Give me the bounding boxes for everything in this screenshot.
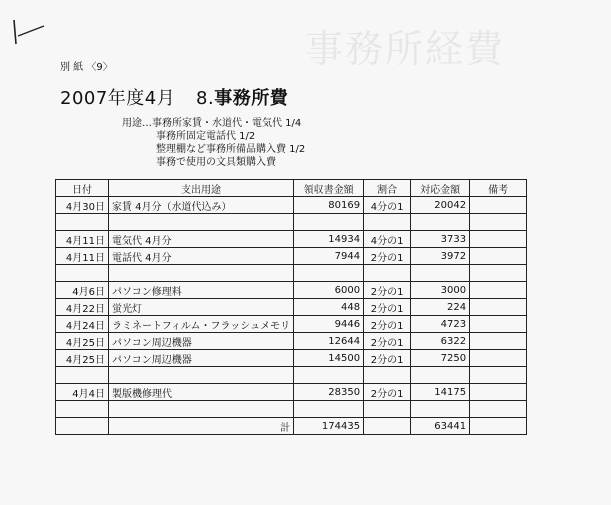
cell-purpose: ラミネートフィルム・フラッシュメモリ xyxy=(109,316,294,333)
cell-value: 224 xyxy=(411,299,470,316)
table-row xyxy=(56,367,527,384)
cell-ratio: 2分の1 xyxy=(364,333,411,350)
cell-note xyxy=(470,231,527,248)
cell-value: 7250 xyxy=(411,350,470,367)
header-allocated-amount: 対応金額 xyxy=(411,180,470,197)
cell-note xyxy=(470,384,527,401)
cell-ratio: 2分の1 xyxy=(364,282,411,299)
cell-date: 4月6日 xyxy=(56,282,109,299)
header-ratio: 割合 xyxy=(364,180,411,197)
cell-date: 4月11日 xyxy=(56,248,109,265)
cell-purpose: 製版機修理代 xyxy=(109,384,294,401)
cell-value: 20042 xyxy=(411,197,470,214)
cell-note xyxy=(470,265,527,282)
cell-amount: 9446 xyxy=(294,316,364,333)
cell-value xyxy=(411,265,470,282)
header-remarks: 備考 xyxy=(470,180,527,197)
cell-ratio: 4分の1 xyxy=(364,197,411,214)
ghost-bleed-through-title: 事務所経費 xyxy=(305,27,506,71)
expense-table xyxy=(55,179,527,435)
table-row xyxy=(56,401,527,418)
cell-amount xyxy=(294,401,364,418)
cell-date xyxy=(56,265,109,282)
header-purpose: 支出用途 xyxy=(109,180,294,197)
cell-ratio: 2分の1 xyxy=(364,350,411,367)
cell-date xyxy=(56,214,109,231)
cell-purpose: パソコン周辺機器 xyxy=(109,333,294,350)
purpose-line: 用途…事務所家賃・水道代・電気代 1/4 xyxy=(122,118,302,129)
table-row xyxy=(56,384,527,401)
pen-mark xyxy=(10,12,50,52)
cell-value: 3000 xyxy=(411,282,470,299)
cell-date: 4月11日 xyxy=(56,231,109,248)
cell-note xyxy=(470,214,527,231)
cell-amount: 28350 xyxy=(294,384,364,401)
cell-note xyxy=(470,299,527,316)
table-row xyxy=(56,197,527,214)
cell-purpose: 電気代 4月分 xyxy=(109,231,294,248)
cell-ratio: 2分の1 xyxy=(364,316,411,333)
cell-value xyxy=(411,367,470,384)
title-text: 事務所費 xyxy=(214,88,289,109)
cell-value: 3733 xyxy=(411,231,470,248)
cell-purpose: 家賃 4月分（水道代込み） xyxy=(109,197,294,214)
cell-date: 4月4日 xyxy=(56,384,109,401)
cell-note xyxy=(470,333,527,350)
cell-purpose: パソコン周辺機器 xyxy=(109,350,294,367)
cell-note xyxy=(470,197,527,214)
table-row xyxy=(56,316,527,333)
purpose-line: 事務所固定電話代 1/2 xyxy=(156,131,256,142)
cell-ratio xyxy=(364,401,411,418)
total-label: 計 xyxy=(109,418,294,435)
total-amount: 174435 xyxy=(294,418,364,435)
purpose-line: 整理棚など事務所備品購入費 1/2 xyxy=(156,144,306,155)
table-row xyxy=(56,214,527,231)
header-date: 日付 xyxy=(56,180,109,197)
cell-amount: 14934 xyxy=(294,231,364,248)
cell-value: 3972 xyxy=(411,248,470,265)
cell-date xyxy=(56,401,109,418)
cell-note xyxy=(470,248,527,265)
cell-date: 4月25日 xyxy=(56,333,109,350)
cell-note xyxy=(470,367,527,384)
cell-note xyxy=(470,401,527,418)
cell-amount: 80169 xyxy=(294,197,364,214)
cell-amount xyxy=(294,214,364,231)
cell-amount: 448 xyxy=(294,299,364,316)
cell-purpose xyxy=(109,265,294,282)
page-title xyxy=(60,84,288,110)
cell-purpose: パソコン修理料 xyxy=(109,282,294,299)
cell-date xyxy=(56,367,109,384)
header-receipt-amount: 領収書金額 xyxy=(294,180,364,197)
total-date-cell xyxy=(56,418,109,435)
table-row xyxy=(56,248,527,265)
cell-amount xyxy=(294,367,364,384)
table-row xyxy=(56,265,527,282)
cell-purpose xyxy=(109,367,294,384)
table-header-row xyxy=(56,180,527,197)
cell-date: 4月25日 xyxy=(56,350,109,367)
total-note-cell xyxy=(470,418,527,435)
cell-ratio: 2分の1 xyxy=(364,248,411,265)
cell-ratio: 2分の1 xyxy=(364,299,411,316)
total-value: 63441 xyxy=(411,418,470,435)
cell-ratio xyxy=(364,214,411,231)
total-ratio-cell xyxy=(364,418,411,435)
cell-value xyxy=(411,214,470,231)
cell-purpose: 電話代 4月分 xyxy=(109,248,294,265)
purpose-line: 事務で使用の文具類購入費 xyxy=(156,157,276,168)
cell-ratio: 4分の1 xyxy=(364,231,411,248)
table-row xyxy=(56,350,527,367)
cell-purpose: 蛍光灯 xyxy=(109,299,294,316)
cell-value xyxy=(411,401,470,418)
cell-amount: 7944 xyxy=(294,248,364,265)
cell-value: 6322 xyxy=(411,333,470,350)
cell-note xyxy=(470,316,527,333)
cell-amount xyxy=(294,265,364,282)
cell-amount: 14500 xyxy=(294,350,364,367)
table-row xyxy=(56,231,527,248)
title-number: 8. xyxy=(196,88,215,109)
cell-ratio: 2分の1 xyxy=(364,384,411,401)
cell-purpose xyxy=(109,401,294,418)
attachment-label: 別 紙 〈9〉 xyxy=(60,62,113,73)
cell-ratio xyxy=(364,265,411,282)
cell-date: 4月24日 xyxy=(56,316,109,333)
table-row xyxy=(56,282,527,299)
cell-note xyxy=(470,350,527,367)
cell-note xyxy=(470,282,527,299)
cell-value: 14175 xyxy=(411,384,470,401)
cell-value: 4723 xyxy=(411,316,470,333)
cell-purpose xyxy=(109,214,294,231)
cell-ratio xyxy=(364,367,411,384)
title-year-month: 2007年度4月 xyxy=(60,88,176,109)
cell-amount: 12644 xyxy=(294,333,364,350)
cell-amount: 6000 xyxy=(294,282,364,299)
table-row xyxy=(56,333,527,350)
cell-date: 4月22日 xyxy=(56,299,109,316)
table-total-row xyxy=(56,418,527,435)
cell-date: 4月30日 xyxy=(56,197,109,214)
table-row xyxy=(56,299,527,316)
purpose-block xyxy=(122,117,305,169)
